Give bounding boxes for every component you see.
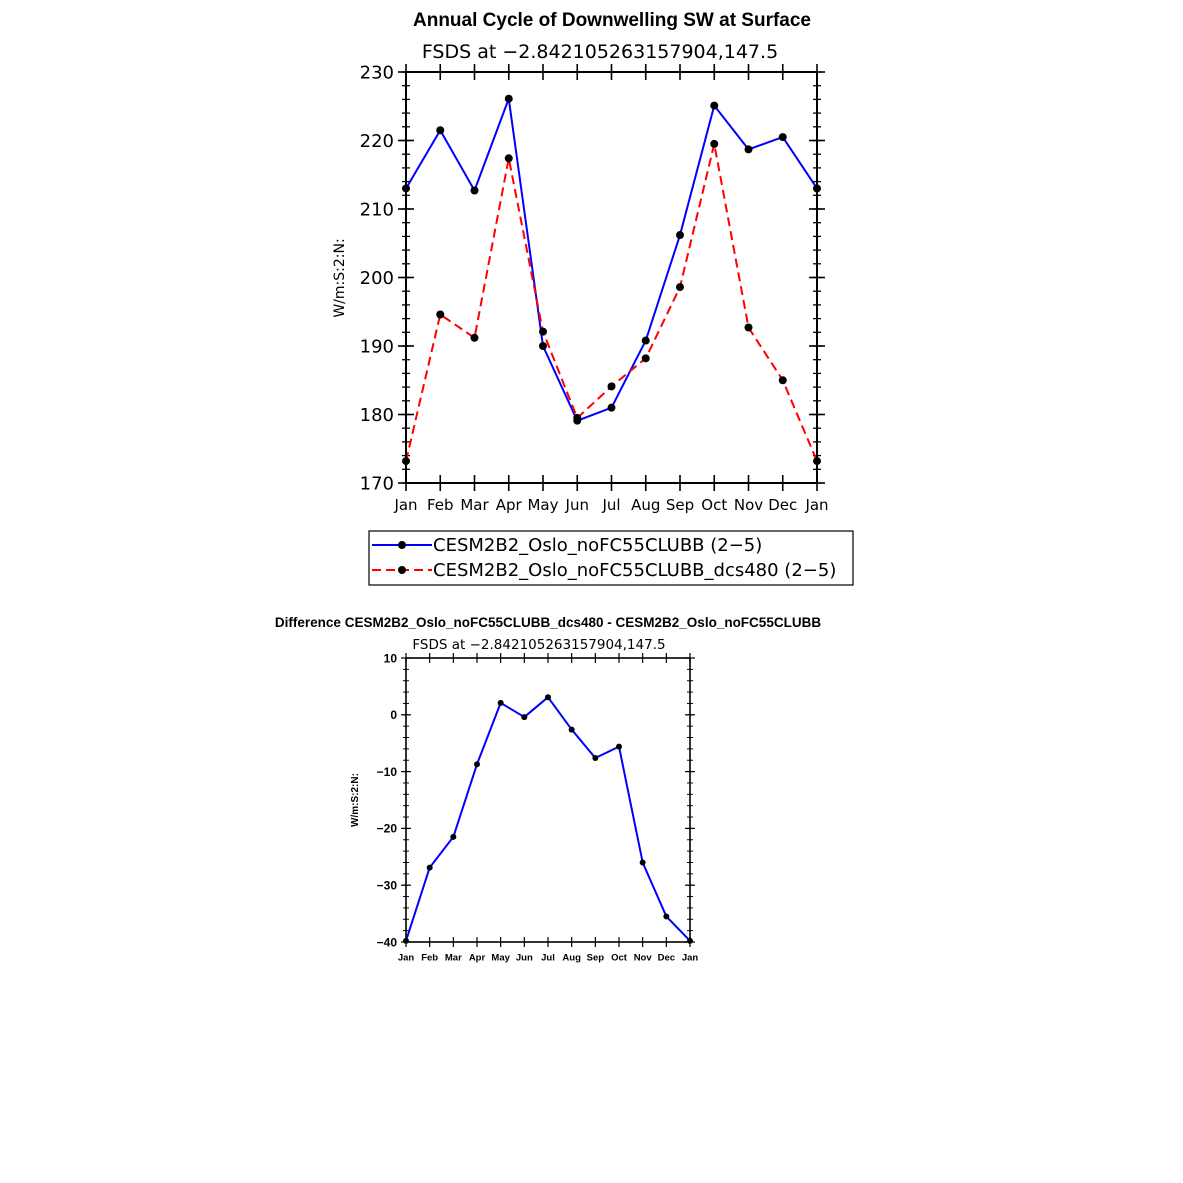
- bottom-chart-frame: [406, 658, 690, 942]
- top-chart-plot-area: [402, 95, 821, 465]
- bottom-chart-ytick-label: −40: [376, 935, 397, 950]
- top-chart-ytick-label: 210: [359, 199, 394, 221]
- bottom-chart-xtick-label: Feb: [421, 952, 439, 964]
- top-chart-frame: [406, 72, 817, 483]
- top-chart-series-0-point: [710, 102, 718, 110]
- bottom-chart-ytick-label: −10: [376, 764, 397, 779]
- top-chart-series-0-point: [608, 404, 616, 412]
- top-chart-ytick-label: 180: [359, 404, 394, 426]
- top-chart-title: Annual Cycle of Downwelling SW at Surface: [413, 10, 811, 31]
- bottom-chart-subtitle: FSDS at −2.842105263157904,147.5: [412, 637, 666, 653]
- top-chart-xtick-label: May: [527, 496, 559, 514]
- bottom-chart-plot-area: [403, 694, 693, 944]
- top-chart-series-1-point: [745, 324, 753, 332]
- bottom-chart-series-0-point: [640, 859, 646, 865]
- top-chart-series-1-point: [779, 376, 787, 384]
- top-chart-series-1-point: [710, 140, 718, 148]
- top-chart-series-1-point: [505, 154, 513, 162]
- bottom-chart-series-0-point: [592, 755, 598, 761]
- bottom-chart-ticks: [377, 651, 699, 963]
- top-chart-xtick-label: Jun: [565, 496, 589, 514]
- top-chart-xtick-label: Apr: [495, 496, 522, 514]
- top-chart-ytick-label: 220: [359, 130, 394, 152]
- top-chart-series-line-1: [406, 144, 817, 461]
- legend-marker-0: [398, 541, 406, 549]
- bottom-chart-series-0-point: [569, 727, 575, 733]
- legend: [369, 531, 853, 585]
- bottom-chart-series-0-point: [427, 865, 433, 871]
- bottom-chart-xtick-label: Mar: [444, 952, 462, 964]
- top-chart-xtick-label: Feb: [426, 496, 454, 514]
- bottom-chart-series-0-point: [663, 913, 669, 919]
- top-chart-xtick-label: Nov: [733, 496, 764, 514]
- bottom-chart-xtick-label: Oct: [611, 952, 627, 964]
- bottom-chart-title: Difference CESM2B2_Oslo_noFC55CLUBB_dcs480 - CESM2B2_Oslo_noFC55CLUBB: [274, 615, 822, 630]
- bottom-chart: [275, 615, 821, 964]
- legend-marker-1: [398, 566, 406, 574]
- top-chart-series-1-point: [436, 310, 444, 318]
- top-chart-subtitle: FSDS at −2.842105263157904,147.5: [421, 41, 779, 63]
- bottom-chart-series-0-point: [616, 744, 622, 750]
- top-chart-xtick-label: Jan: [394, 496, 418, 514]
- top-chart-series-0-point: [779, 133, 787, 141]
- bottom-chart-xtick-label: Sep: [586, 952, 605, 964]
- top-chart-series-0-point: [676, 231, 684, 239]
- bottom-chart-series-0-point: [545, 694, 551, 700]
- bottom-chart-xtick-label: May: [491, 952, 510, 964]
- bottom-chart-xtick-label: Nov: [633, 952, 652, 964]
- top-chart: [332, 10, 829, 514]
- top-chart-xtick-label: Mar: [460, 496, 489, 514]
- top-chart-series-1-point: [676, 283, 684, 291]
- top-chart-series-0-point: [642, 337, 650, 345]
- top-chart-xtick-label: Dec: [768, 496, 798, 514]
- top-chart-series-0-point: [471, 187, 479, 195]
- top-chart-xtick-label: Jan: [805, 496, 829, 514]
- top-chart-series-0-point: [436, 126, 444, 134]
- top-chart-xtick-label: Aug: [631, 496, 661, 514]
- bottom-chart-xtick-label: Aug: [562, 952, 581, 964]
- top-chart-xtick-label: Sep: [665, 496, 695, 514]
- top-chart-series-line-0: [406, 99, 817, 421]
- top-chart-series-1-point: [539, 328, 547, 336]
- bottom-chart-series-0-point: [498, 700, 504, 706]
- bottom-chart-series-line-0: [406, 697, 690, 941]
- legend-item-1: [372, 560, 836, 581]
- legend-label-1: CESM2B2_Oslo_noFC55CLUBB_dcs480 (2−5): [433, 560, 837, 581]
- bottom-chart-xtick-label: Jun: [515, 952, 533, 964]
- top-chart-series-1-point: [573, 414, 581, 422]
- top-chart-series-1-point: [608, 382, 616, 390]
- legend-label-0: CESM2B2_Oslo_noFC55CLUBB (2−5): [433, 535, 763, 556]
- top-chart-xtick-label: Oct: [701, 496, 728, 514]
- bottom-chart-xtick-label: Jan: [681, 952, 699, 964]
- top-chart-xtick-label: Jul: [602, 496, 621, 514]
- bottom-chart-xtick-label: Dec: [657, 952, 676, 964]
- top-chart-series-0-point: [539, 342, 547, 350]
- bottom-chart-xtick-label: Jan: [397, 952, 415, 964]
- bottom-chart-series-0-point: [521, 714, 527, 720]
- bottom-chart-ytick-label: 0: [390, 708, 397, 723]
- top-chart-ytick-label: 200: [359, 267, 394, 289]
- top-chart-ticks: [360, 62, 829, 514]
- top-chart-ytick-label: 230: [359, 62, 394, 84]
- bottom-chart-xtick-label: Apr: [468, 952, 486, 964]
- top-chart-series-0-point: [745, 145, 753, 153]
- top-chart-ylabel: W/m:S:2:N:: [332, 238, 348, 318]
- bottom-chart-xtick-label: Jul: [541, 952, 555, 964]
- top-chart-series-1-point: [642, 354, 650, 362]
- top-chart-series-1-point: [471, 334, 479, 342]
- bottom-chart-ytick-label: −30: [376, 878, 397, 893]
- bottom-chart-ytick-label: −20: [376, 821, 397, 836]
- top-chart-series-0-point: [505, 95, 513, 103]
- bottom-chart-ylabel: W/m:S:2:N:: [350, 773, 361, 827]
- top-chart-ytick-label: 190: [359, 336, 394, 358]
- bottom-chart-series-0-point: [450, 834, 456, 840]
- top-chart-ytick-label: 170: [359, 473, 394, 495]
- bottom-chart-ytick-label: 10: [383, 651, 397, 666]
- bottom-chart-series-0-point: [474, 761, 480, 767]
